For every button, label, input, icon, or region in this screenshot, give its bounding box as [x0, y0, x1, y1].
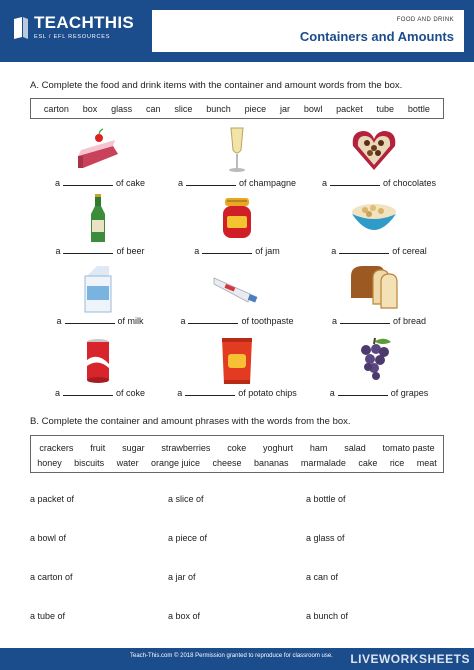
category-label: FOOD AND DRINK — [396, 17, 454, 23]
word-box-item: strawberries — [161, 442, 211, 453]
answer-blank[interactable] — [188, 316, 238, 324]
item-prefix: a — [177, 178, 183, 188]
cereal-bowl-icon — [349, 194, 399, 244]
word-box-item: water — [116, 457, 139, 468]
word-box-item: packet — [336, 103, 363, 114]
item-prefix: a — [321, 178, 327, 188]
word-box-item: can — [146, 103, 161, 114]
item-suffix: of chocolates — [382, 178, 437, 188]
word-box-item: bunch — [206, 103, 231, 114]
word-box-item: crackers — [39, 442, 74, 453]
item-prefix: a — [56, 316, 62, 326]
champagne-glass-icon — [212, 126, 262, 176]
answer-blank[interactable] — [338, 388, 388, 396]
page-title: Containers and Amounts — [299, 29, 454, 44]
item-suffix: of jam — [255, 246, 280, 256]
word-box-item: bottle — [407, 103, 430, 114]
item-prefix: a — [54, 178, 60, 188]
word-box-a — [30, 98, 444, 119]
item-suffix: of cake — [115, 178, 146, 188]
item-prefix: a — [54, 388, 60, 398]
item-prefix: a — [194, 246, 200, 256]
item-suffix: of bread — [392, 316, 427, 326]
answer-blank[interactable] — [202, 246, 252, 254]
word-box-item: tomato paste — [382, 442, 435, 453]
answer-blank[interactable] — [330, 178, 380, 186]
section-a-instruction: A. Complete the food and drink items with the container and amount words from the box. — [30, 80, 403, 91]
word-box-item: orange juice — [151, 457, 201, 468]
phrase-prompt[interactable]: a glass of — [306, 533, 345, 543]
answer-blank[interactable] — [185, 388, 235, 396]
word-box-item: honey — [37, 457, 62, 468]
item-prefix: a — [55, 246, 61, 256]
word-box-b — [30, 435, 444, 473]
cake-slice-icon — [73, 126, 123, 176]
exercise-item-jam — [162, 194, 312, 264]
phrase-prompt[interactable]: a jar of — [168, 572, 196, 582]
liveworksheets-watermark[interactable]: LIVEWORKSHEETS — [350, 652, 470, 666]
grapes-bunch-icon — [349, 336, 399, 386]
word-box-item: piece — [244, 103, 267, 114]
phrase-prompt[interactable]: a piece of — [168, 533, 208, 543]
word-box-item: bananas — [253, 457, 289, 468]
word-box-item: ham — [309, 442, 328, 453]
exercise-item-milk — [25, 264, 175, 334]
exercise-item-champagne — [162, 126, 312, 196]
answer-blank[interactable] — [339, 246, 389, 254]
item-suffix: of grapes — [390, 388, 429, 398]
exercise-item-toothpaste — [162, 264, 312, 334]
exercise-item-cereal — [304, 194, 454, 264]
word-box-item: box — [82, 103, 98, 114]
exercise-item-chocolates — [304, 126, 454, 196]
exercise-item-coke — [25, 336, 175, 406]
chocolate-box-icon — [349, 126, 399, 176]
word-box-item: carton — [43, 103, 69, 114]
item-prefix: a — [329, 388, 335, 398]
word-box-item: rice — [389, 457, 405, 468]
word-box-item: glass — [111, 103, 133, 114]
item-suffix: of beer — [116, 246, 145, 256]
phrase-prompt[interactable]: a bowl of — [30, 533, 67, 543]
word-box-item: meat — [416, 457, 437, 468]
phrase-prompt[interactable]: a bunch of — [306, 611, 349, 621]
phrase-prompt[interactable]: a box of — [168, 611, 201, 621]
coke-can-icon — [73, 336, 123, 386]
exercise-item-grapes — [304, 336, 454, 406]
logo-book-icon — [12, 16, 30, 40]
exercise-item-chips — [162, 336, 312, 406]
chips-packet-icon — [212, 336, 262, 386]
answer-blank[interactable] — [65, 316, 115, 324]
word-box-item: jar — [279, 103, 290, 114]
item-prefix: a — [180, 316, 186, 326]
item-prefix: a — [177, 388, 183, 398]
word-box-item: fruit — [90, 442, 106, 453]
answer-blank[interactable] — [63, 246, 113, 254]
beer-bottle-icon — [73, 194, 123, 244]
answer-blank[interactable] — [63, 388, 113, 396]
phrase-prompt[interactable]: a tube of — [30, 611, 66, 621]
teachthis-logo[interactable] — [12, 14, 134, 41]
phrase-prompt[interactable]: a can of — [306, 572, 339, 582]
toothpaste-tube-icon — [212, 264, 262, 314]
word-box-item: marmalade — [300, 457, 346, 468]
item-suffix: of potato chips — [238, 388, 297, 398]
phrase-prompt[interactable]: a slice of — [168, 494, 204, 504]
exercise-item-cake — [25, 126, 175, 196]
item-suffix: of champagne — [238, 178, 297, 188]
item-suffix: of cereal — [392, 246, 427, 256]
word-box-row — [31, 455, 443, 470]
milk-carton-icon — [73, 264, 123, 314]
word-box-item: slice — [174, 103, 193, 114]
word-box-item: salad — [344, 442, 366, 453]
item-suffix: of milk — [117, 316, 144, 326]
item-suffix: of coke — [115, 388, 146, 398]
section-b-instruction: B. Complete the container and amount phrases with the words from the box. — [30, 416, 351, 427]
title-panel — [152, 10, 464, 52]
brand-subtitle: ESL / EFL RESOURCES — [34, 34, 111, 40]
exercise-item-bread — [304, 264, 454, 334]
word-box-item: cake — [358, 457, 378, 468]
copyright-text: Teach-This.com © 2018 Permission granted to reproduce for classroom use. — [130, 653, 333, 659]
phrase-prompt[interactable]: a carton of — [30, 572, 73, 582]
answer-blank[interactable] — [340, 316, 390, 324]
item-prefix: a — [331, 316, 337, 326]
bread-loaf-icon — [349, 264, 399, 314]
word-box-item: coke — [227, 442, 247, 453]
word-box-item: bowl — [303, 103, 323, 114]
word-box-item: biscuits — [74, 457, 105, 468]
header-banner — [0, 0, 474, 62]
item-suffix: of toothpaste — [241, 316, 294, 326]
word-box-item: tube — [376, 103, 395, 114]
answer-blank[interactable] — [186, 178, 236, 186]
brand-name: TEACHTHIS — [34, 13, 134, 32]
word-box-item: sugar — [122, 442, 145, 453]
phrase-prompt[interactable]: a packet of — [30, 494, 75, 504]
item-prefix: a — [331, 246, 337, 256]
exercise-item-beer — [25, 194, 175, 264]
word-box-row — [31, 440, 443, 455]
jam-jar-icon — [212, 194, 262, 244]
answer-blank[interactable] — [63, 178, 113, 186]
footer-bar — [0, 648, 474, 670]
word-box-item: yoghurt — [263, 442, 294, 453]
word-box-item: cheese — [212, 457, 242, 468]
phrase-prompt[interactable]: a bottle of — [306, 494, 346, 504]
